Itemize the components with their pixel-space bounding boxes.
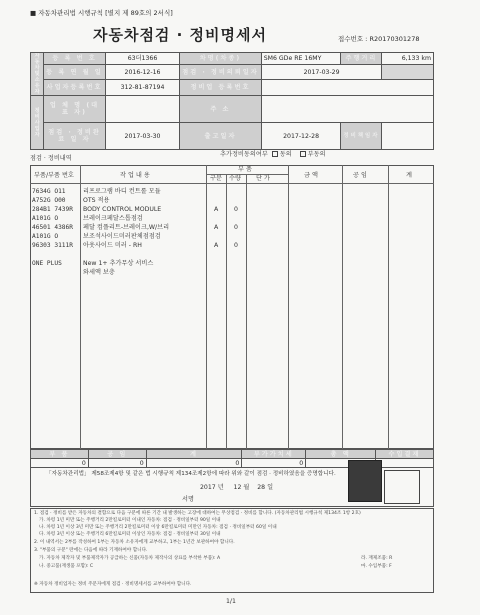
receipt-label: 접수번호 : — [338, 35, 368, 43]
vat-value: 0 — [242, 459, 306, 468]
mileage-value: 6,133 — [401, 54, 420, 62]
maint-reg-label: 정비업 등록번호 — [180, 80, 261, 96]
note-line: 라. 재제조품: R — [361, 556, 393, 561]
col-total: 계 — [406, 172, 412, 179]
document-page — [30, 8, 460, 608]
details-section-label: 점검 · 정비내역 — [30, 155, 72, 162]
col-part-no: 부품/부품 번호 — [34, 172, 74, 179]
note-line: 가. 자동차 제작자 및 부품제작자가 공급하는 신품(자동차 제작사의 상표를 부착한 부품): A — [39, 556, 221, 561]
work-desc: 리프로그램 바디 컨트롤 모듈 — [83, 188, 161, 195]
work-desc: 보조석사이드미러판체점점검 — [83, 233, 161, 240]
statement-date — [200, 484, 273, 492]
note-line: 3. "부품의 구분" 란에는 다음에 따라 기재하여야 합니다. — [34, 548, 148, 553]
maint-reg-value — [261, 80, 433, 96]
shop-name-value — [105, 96, 179, 123]
check-date-value: 2017-03-29 — [261, 64, 382, 80]
complete-date-label: 점검 · 정비완료 일 자 — [44, 123, 106, 150]
part-type: A — [214, 242, 219, 249]
part-no: A101G O — [32, 215, 59, 222]
biz-no-value: 312-81-87194 — [105, 80, 179, 96]
part-no: 96303 3111R — [32, 242, 73, 249]
day-value: 28 — [257, 484, 266, 491]
address-value — [261, 96, 433, 123]
warranty-label: 정비책임자 — [341, 123, 382, 150]
day-unit: 일 — [267, 484, 274, 491]
sum-value: 0 — [146, 459, 242, 468]
extra-consent — [220, 151, 326, 159]
receipt-number — [338, 34, 419, 43]
notes-box — [30, 508, 434, 593]
shop-section-label: 정비 사업자 — [31, 96, 44, 150]
statement-text: 「자동차관리법」 제58조제4항 및 같은 법 시행규칙 제134조제2항에 따라 위와 같이 점검 · 정비하였음을 증명합니다. — [46, 471, 336, 477]
mileage-unit: km — [421, 54, 431, 62]
first-reg-value: 2016-12-16 — [105, 64, 179, 80]
address-label: 주 소 — [180, 96, 261, 123]
stamp-seal — [348, 460, 382, 502]
col-parts: 부 품 — [238, 166, 252, 173]
part-no: A752G O00 — [32, 197, 66, 204]
part-qty: 0 — [234, 224, 238, 231]
note-line: 1. 점검 · 정비를 받은 자동차의 결함으로 다음 구분에 따른 기간 내 발생하는 고장에 대하여는 무상점검 · 정비를 합니다. (자동차관리법 시행규칙 제134조 1항 2호) — [34, 511, 361, 516]
stamp-box — [384, 470, 420, 504]
note-line: 마. 수입부품: F — [361, 564, 392, 569]
page-number: 1/1 — [226, 598, 236, 605]
disagree-checkbox[interactable] — [300, 151, 306, 157]
col-type: 구분 — [210, 175, 222, 182]
warranty-value — [382, 123, 434, 150]
part-type: A — [214, 224, 219, 231]
receipt-value: R20170301278 — [369, 35, 420, 43]
note-line: 나. 중고품(재생품 포함): C — [39, 564, 94, 569]
note-line: ※ 자동차 정비업자는 정비 주문자에게 점검 · 정비명세서를 교부하여야 합니다. — [34, 582, 192, 587]
note-line: 가. 차령 1년 미만 또는 주행거리 2만킬로미터 이내인 자동차: 점검 · 정비일부터 90일 이내 — [39, 518, 221, 523]
model-label: 차명(차종) — [180, 53, 261, 65]
work-desc: 와세액 보충 — [83, 269, 115, 276]
note-line: 2. 이 내역서는 2부를 작성하여 1부는 자동차 소유자에게 교부하고, 1부는 1년간 보관하여야 합니다. — [34, 540, 235, 545]
extra-consent-label: 추가정비동의여부 — [220, 151, 268, 158]
year-value: 2017 — [200, 484, 216, 491]
col-amount: 금 액 — [304, 172, 318, 179]
mileage-label: 주행거리 — [341, 53, 382, 65]
disagree-label: 부동의 — [307, 151, 326, 158]
delivery-date-value: 2017-12-28 — [261, 123, 341, 150]
document-title: 자동차점검 · 정비명세서 — [92, 26, 268, 44]
col-work: 작 업 내 용 — [120, 172, 150, 179]
labor-total-value: 0 — [88, 459, 146, 468]
part-type: A — [214, 206, 219, 213]
part-qty: 0 — [234, 242, 238, 249]
biz-no-label: 사업자등록번호 — [44, 80, 106, 96]
work-desc: OTS 적용 — [83, 197, 110, 204]
delivery-date-label: 출고일자 — [180, 123, 261, 150]
revenue-label: 수입결재 — [376, 450, 434, 459]
part-no: A101G O — [32, 233, 59, 240]
check-date-label: 점검 · 정비의뢰일자 — [180, 64, 261, 80]
year-unit: 년 — [217, 484, 224, 491]
col-labor: 공 임 — [353, 172, 367, 179]
month-unit: 월 — [243, 484, 250, 491]
agree-checkbox[interactable] — [272, 151, 278, 157]
first-reg-label: 등 록 연 월 일 — [44, 64, 106, 80]
month-value: 12 — [233, 484, 242, 491]
parts-total-label: 부 품 — [31, 450, 89, 459]
agree-label: 동의 — [279, 151, 292, 158]
work-desc: 브레이크페달스톱점검 — [83, 215, 143, 222]
work-desc: 페달 컴플리트-브레이크,W/브리 — [83, 224, 170, 231]
col-unit: 단 가 — [256, 175, 270, 182]
reg-no-value: 63더1366 — [105, 53, 179, 65]
part-no: ONE PLUS — [32, 260, 62, 267]
labor-total-label: 공 임 — [88, 450, 146, 459]
parts-total-value: 0 — [31, 459, 89, 468]
part-no: 284B1 7439R — [32, 206, 73, 213]
shop-name-label: 업 체 명 (대 표 자) — [44, 96, 106, 123]
sign-label: 서명 — [182, 496, 194, 503]
vehicle-info-table — [30, 52, 434, 150]
regulation-header: ■ 자동차관리법 시행규칙 [별지 제 89호의 2서식] — [30, 9, 173, 17]
reg-no-label: 등 록 번 호 — [44, 53, 106, 65]
owner-section-label: 자동차 및 소유자 — [31, 53, 44, 96]
sum-label: 계 — [146, 450, 242, 459]
part-qty: 0 — [234, 206, 238, 213]
complete-date-value: 2017-03-30 — [105, 123, 179, 150]
vat-label: 부가가치세 — [242, 450, 306, 459]
note-line: 나. 차령 1년 이상 3년 미만 또는 주행거리 2만킬로미터 이상 6만킬로미터 미만인 자동차: 점검 · 정비일부터 60일 이내 — [39, 525, 277, 530]
work-desc: New 1+ 추가무상 서비스 — [83, 260, 154, 267]
note-line: 다. 차령 3년 이상 또는 주행거리 6만킬로미터 이상인 자동차: 점검 · 정비일부터 30일 이내 — [39, 532, 221, 537]
part-no: 7634G O11 — [32, 188, 66, 195]
work-desc: BODY CONTROL MODULE — [83, 206, 162, 213]
part-no: 46501 4386R — [32, 224, 73, 231]
model-value: SM6 GDe RE 16MY — [261, 53, 341, 65]
total-label: 총 액 — [306, 450, 376, 459]
col-qty: 수량 — [229, 175, 241, 182]
work-desc: 아웃사이드 미러 - RH — [83, 242, 142, 249]
mileage-cell — [382, 53, 434, 65]
